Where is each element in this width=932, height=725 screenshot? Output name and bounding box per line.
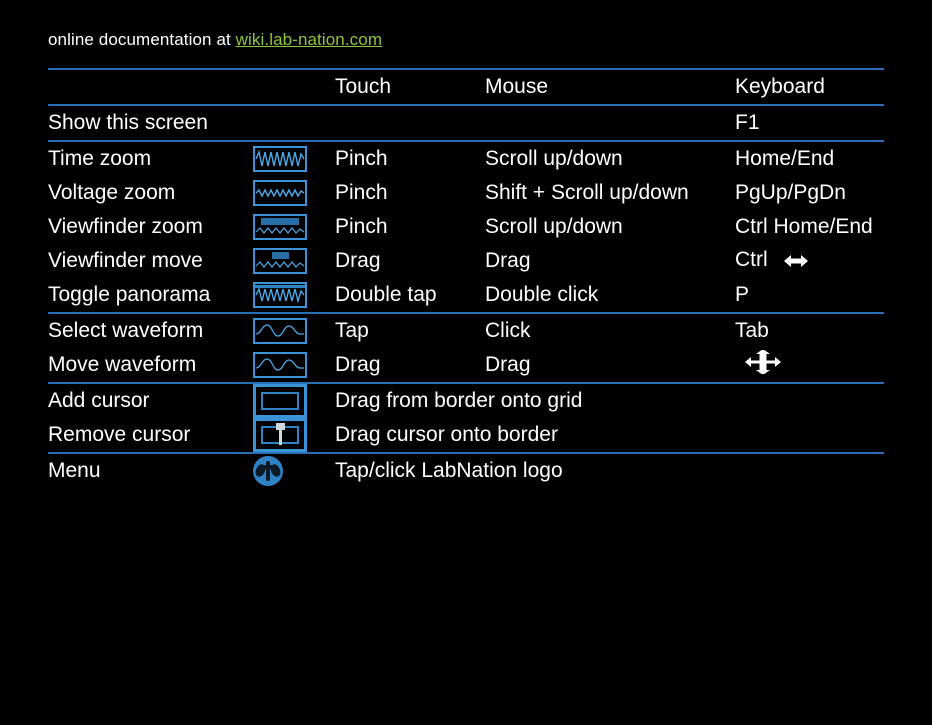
scope-wave-flat-icon [253,176,335,210]
row-keyboard [735,244,884,278]
row-keyboard: F1 [735,111,760,134]
section-menu [48,454,884,488]
scope-panorama-icon [253,278,335,312]
labnation-logo-icon[interactable] [253,454,335,488]
table-row [48,142,884,176]
row-touch: Drag from border onto grid [335,389,583,412]
column-header-action [48,70,253,104]
row-touch: Pinch [335,147,388,170]
table-row [48,278,884,312]
cursor-remove-icon [253,418,335,452]
row-mouse: Shift + Scroll up/down [485,181,689,204]
column-header-mouse: Mouse [485,75,549,98]
table-row [48,210,884,244]
shortcut-table [48,70,884,104]
scope-viewfinder-wide-icon [253,210,335,244]
row-touch: Drag [335,353,381,376]
table-row [48,454,884,488]
row-label: Time zoom [48,147,152,170]
row-label: Remove cursor [48,423,191,446]
section-cursors [48,384,884,452]
row-touch: Tap [335,319,369,342]
table-row [48,314,884,348]
scope-waveform-icon [253,348,335,382]
section-waveform [48,314,884,382]
row-label: Menu [48,459,101,482]
row-icon [253,106,335,140]
table-row [48,106,884,140]
row-label: Viewfinder zoom [48,215,203,238]
cursor-add-icon [253,384,335,418]
arrows-four-way-icon [743,350,783,380]
row-mouse: Drag [485,353,531,376]
scope-viewfinder-narrow-icon [253,244,335,278]
section-zoom [48,142,884,312]
row-label: Voltage zoom [48,181,176,204]
documentation-prefix: online documentation at [48,30,236,49]
table-row [48,176,884,210]
section-general [48,106,884,140]
row-touch: Tap/click LabNation logo [335,459,563,482]
table-header-row [48,70,884,104]
row-label: Show this screen [48,111,208,134]
column-header-touch: Touch [335,75,392,98]
table-row [48,244,884,278]
table-row [48,418,884,452]
row-label: Add cursor [48,389,150,412]
documentation-link[interactable]: wiki.lab-nation.com [235,30,383,49]
scope-waveform-icon [253,314,335,348]
row-keyboard: P [735,283,750,306]
row-touch: Pinch [335,181,388,204]
row-keyboard: Ctrl Home/End [735,215,873,238]
row-touch: Drag cursor onto border [335,423,558,446]
row-mouse: Double click [485,283,599,306]
arrows-left-right-icon [782,251,810,275]
row-touch: Double tap [335,283,437,306]
row-keyboard: Home/End [735,147,835,170]
column-header-keyboard: Keyboard [735,75,825,98]
row-mouse: Drag [485,249,531,272]
row-mouse: Scroll up/down [485,147,623,170]
row-label: Viewfinder move [48,249,203,272]
table-row [48,348,884,382]
row-keyboard [735,348,884,382]
row-label: Toggle panorama [48,283,211,306]
documentation-line [48,0,884,50]
column-header-icon [253,70,335,104]
row-label: Move waveform [48,353,197,376]
row-touch [335,106,485,140]
table-row [48,384,884,418]
row-label: Select waveform [48,319,204,342]
row-mouse [485,106,735,140]
row-mouse: Click [485,319,531,342]
row-touch: Drag [335,249,381,272]
row-keyboard: PgUp/PgDn [735,181,846,204]
row-keyboard-label: Ctrl [735,247,768,271]
row-mouse: Scroll up/down [485,215,623,238]
row-touch: Pinch [335,215,388,238]
row-keyboard: Tab [735,319,769,342]
scope-wave-icon [253,142,335,176]
